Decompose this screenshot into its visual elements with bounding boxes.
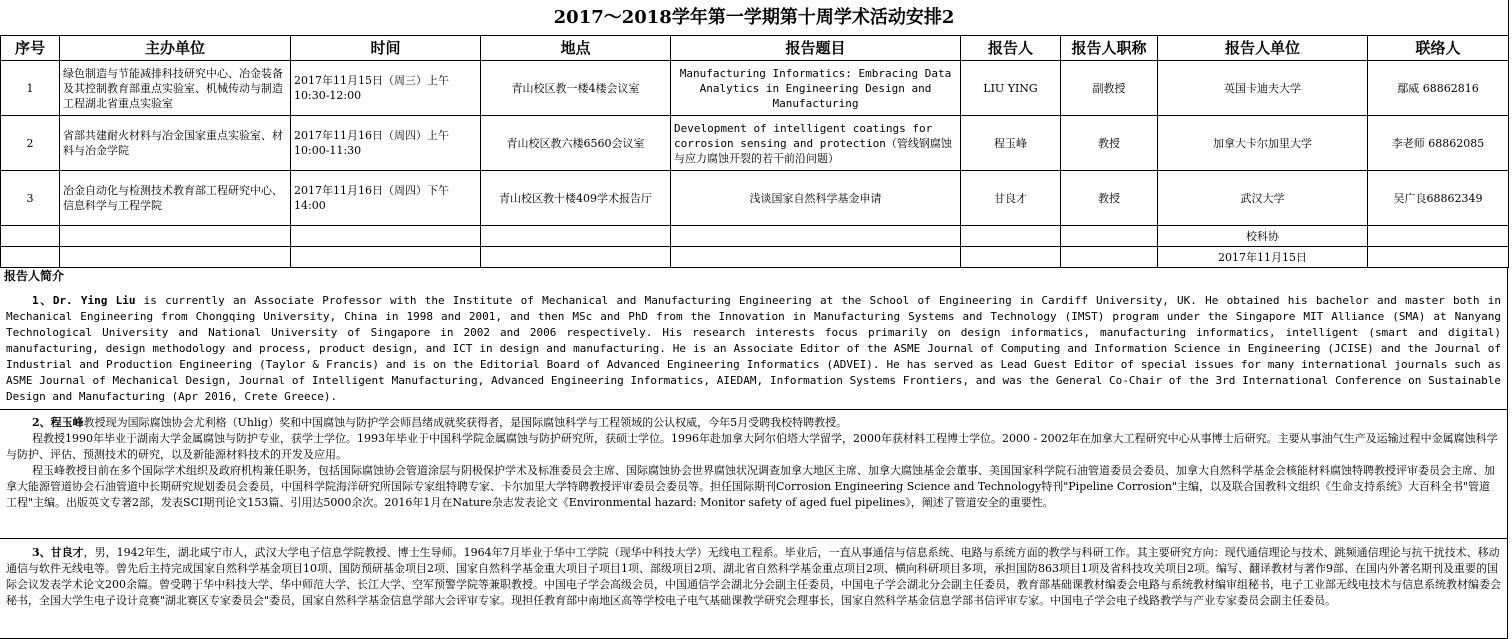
row-number: 3: [1, 171, 60, 226]
speaker-bio-2: [0, 410, 1508, 539]
host-cell: 省部共建耐火材料与冶金国家重点实验室、材料与冶金学院: [60, 116, 291, 171]
bio-name: 甘良才: [50, 546, 84, 559]
header-cell: 联络人: [1368, 36, 1509, 61]
time-cell: 2017年11月16日（周四）上午10:00-11:30: [291, 116, 481, 171]
row-number: 1: [1, 61, 60, 116]
host-cell: 绿色制造与节能减排科技研究中心、冶金装备及其控制教育部重点实验室、机械传动与制造工程湖北省重点实验室: [60, 61, 291, 116]
empty-cell: [481, 226, 671, 247]
empty-cell: [291, 226, 481, 247]
place-cell: 青山校区教六楼6560会议室: [481, 116, 671, 171]
topic-cell: Development of intelligent coatings for corrosion sensing and protection（管线钢腐蚀与应力腐蚀开裂的若干前沿问题）: [671, 116, 961, 171]
header-cell: 主办单位: [60, 36, 291, 61]
speaker-cell: LIU YING: [961, 61, 1061, 116]
header-cell: 报告人单位: [1158, 36, 1368, 61]
empty-cell: [60, 226, 291, 247]
host-cell: 冶金自动化与检测技术教育部工程研究中心、信息科学与工程学院: [60, 171, 291, 226]
header-cell: 报告题目: [671, 36, 961, 61]
footer-org: 校科协: [1158, 226, 1368, 247]
header-cell: 报告人职称: [1061, 36, 1158, 61]
empty-cell: [1, 226, 60, 247]
empty-cell: [961, 247, 1061, 268]
empty-cell: [671, 247, 961, 268]
contact-cell: 鄢威 68862816: [1368, 61, 1509, 116]
header-cell: 时间: [291, 36, 481, 61]
bio-prefix: 1、: [32, 294, 53, 307]
empty-cell: [1061, 247, 1158, 268]
bio-name: 程玉峰: [50, 416, 84, 429]
empty-cell: [60, 247, 291, 268]
footer-row: [1, 226, 1509, 247]
speaker-title-cell: 教授: [1061, 171, 1158, 226]
table-row: [1, 171, 1509, 226]
contact-cell: 李老师 68862085: [1368, 116, 1509, 171]
topic-cell: 浅谈国家自然科学基金申请: [671, 171, 961, 226]
place-cell: 青山校区教十楼409学术报告厅: [481, 171, 671, 226]
time-cell: 2017年11月16日（周四）下午14:00: [291, 171, 481, 226]
bio-name: Dr. Ying Liu: [52, 294, 136, 307]
speaker-title-cell: 副教授: [1061, 61, 1158, 116]
empty-cell: [481, 247, 671, 268]
footer-row: [1, 247, 1509, 268]
bio-prefix: 3、: [32, 546, 51, 559]
speaker-cell: 程玉峰: [961, 116, 1061, 171]
table-row: [1, 61, 1509, 116]
time-cell: 2017年11月15日（周三）上午10:30-12:00: [291, 61, 481, 116]
table-row: [1, 116, 1509, 171]
empty-cell: [1368, 247, 1509, 268]
row-number: 2: [1, 116, 60, 171]
empty-cell: [1368, 226, 1509, 247]
speaker-org-cell: 武汉大学: [1158, 171, 1368, 226]
intro-heading: 报告人简介: [0, 268, 1508, 285]
topic-cell: Manufacturing Informatics: Embracing Data Analytics in Engineering Design and Manufacturing: [671, 61, 961, 116]
header-cell: 地点: [481, 36, 671, 61]
bio-text: 程玉峰教授目前在多个国际学术组织及政府机构兼任职务，包括国际腐蚀协会管道涂层与阴极保护学术及标准委员会主席、国际腐蚀协会世界腐蚀状况调查加拿大地区主席、加拿大腐蚀基金会董事、美国国家科学院石油管道委员会委员、加拿大自然科学基金会核能材料腐蚀特聘教授评审委员会主席、加拿大能源管道协会石油管道中长期研究规划委员会委员，中国科学院海洋研究所国际专家组特聘专家、卡尔加里大学特聘教授评审委员会委员等。担任国际期刊Corrosion Engineering Science and Technology特刊"Pipeline Corrosion"主编，以及联合国教科文组织《生命支持系统》大百科全书"管道工程"主编。出版英文专著2部，发表SCI期刊论文153篇、引用达5000余次。2016年1月在Nature杂志发表论文《Environmental hazard: Monitor safety of aged fuel pipelines》，阐述了管道安全的重要性。: [6, 464, 1495, 509]
bio-text: 教授现为国际腐蚀协会尤利格（Uhlig）奖和中国腐蚀与防护学会师昌绪成就奖获得者，是国际腐蚀科学与工程领域的公认权威，今年5月受聘我校特聘教授。: [83, 416, 848, 429]
schedule-table: [0, 35, 1509, 268]
place-cell: 青山校区教一楼4楼会议室: [481, 61, 671, 116]
bio-prefix: 2、: [32, 416, 51, 429]
empty-cell: [1, 247, 60, 268]
bio-text: 程教授1990年毕业于湖南大学金属腐蚀与防护专业，获学士学位。1993年毕业于中国科学院金属腐蚀与防护研究所，获硕士学位。1996年赴加拿大阿尔伯塔大学留学，2000年获材料工程博士学位。2000 - 2002年在加拿大工程研究中心从事博士后研究。主要从事油气生产及运输过程中金属腐蚀科学与防护、评估、预测技术的研究，以及新能源材料技术的开发及应用。: [6, 432, 1498, 461]
table-header-row: [1, 36, 1509, 61]
empty-cell: [671, 226, 961, 247]
bio-text: is currently an Associate Professor with the Institute of Mechanical and Manufacturing Engineering at the School of Engineering in Cardiff University, UK. He obtained his bachelor and master both in Mechanical Engineering from Chongqing University, China in 1998 and 2001, and then MSc and PhD from the Innovation in Manufacturing Systems and Technology (IMST) program under the Singapore MIT Alliance (SMA) at Nanyang Technological University and National University of Singapore in 2002 and 2006 respectively. His research interests focus primarily on design informatics, manufacturing informatics, intelligent (smart and digital) manufacturing, design methodology and process, product design, and ICT in design and manufacturing. He is an Associate Editor of the ASME Journal of Computing and Information Science in Engineering (JCISE) and the Journal of Industrial and Production Engineering (Taylor & Francis) and is on the Editorial Board of Advanced Engineering Informatics (ADVEI). He has served as Lead Guest Editor of special issues for many international journals such as ASME Journal of Mechanical Design, Journal of Intelligent Manufacturing, Advanced Engineering Informatics, AIEDAM, Information Systems Frontiers, and was the General Co-Chair of the 3rd International Conference on Sustainable Design and Manufacturing (Apr 2016, Crete Greece).: [6, 294, 1502, 403]
contact-cell: 吴广良68862349: [1368, 171, 1509, 226]
footer-date: 2017年11月15日: [1158, 247, 1368, 268]
speaker-bio-1: [0, 285, 1508, 410]
speaker-title-cell: 教授: [1061, 116, 1158, 171]
header-cell: 报告人: [961, 36, 1061, 61]
speaker-org-cell: 英国卡迪夫大学: [1158, 61, 1368, 116]
page-title: 2017～2018学年第一学期第十周学术活动安排2: [0, 0, 1509, 36]
empty-cell: [291, 247, 481, 268]
header-cell: 序号: [1, 36, 60, 61]
bio-text: ，男，1942年生，湖北咸宁市人，武汉大学电子信息学院教授、博士生导师。1964年7月毕业于华中工学院（现华中科技大学）无线电工程系。毕业后，一直从事通信与信息系统、电路与系统方面的教学与科研工作。其主要研究方向：现代通信理论与技术、跳频通信理论与抗干扰技术、移动通信与软件无线电等。曾先后主持完成国家自然科学基金项目10项、国防预研基金项目2项、国家自然科学基金重大项目子项目1项、部级项目2项、湖北省自然科学基金重点项目2项、横向科研项目多项，承担国防863项目1项及省科技攻关项目2项。编写、翻译教材与著作9部、在国内外著名期刊及重要的国际会议发表学术论文200余篇。曾受聘于华中科技大学、华中师范大学、长江大学、空军预警学院等兼职教授。中国电子学会高级会员，中国通信学会湖北分会副主任委员，中国电子学会湖北分会副主任委员，教育部基础课教材编委会电路与系统教材编审组秘书，电子工业部无线电技术与信息系统教材编委会秘书，全国大学生电子设计竞赛"湖北赛区专家委员会"委员，国家自然科学基金信息学部大会评审专家。现担任教育部中南地区高等学校电子电气基础课教学研究会理事长，国家自然科学基金信息学部书信评审专家。中国电子学会电子线路教学与产业专家委员会副主任委员。: [6, 546, 1501, 607]
speaker-cell: 甘良才: [961, 171, 1061, 226]
empty-cell: [1061, 226, 1158, 247]
speaker-bio-3: [0, 539, 1508, 639]
speaker-org-cell: 加拿大卡尔加里大学: [1158, 116, 1368, 171]
empty-cell: [961, 226, 1061, 247]
